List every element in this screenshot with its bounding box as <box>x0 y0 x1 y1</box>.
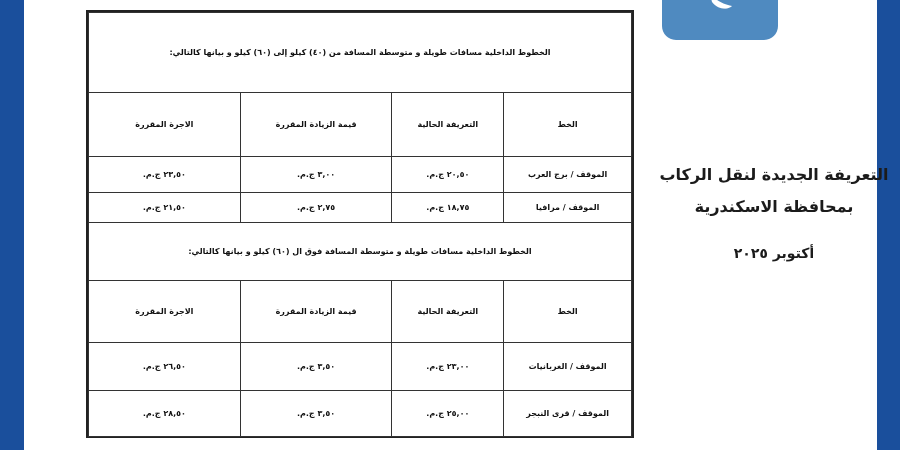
cell-current-fare: ٢٣,٠٠ ج.م. <box>392 343 504 391</box>
table-header-row <box>89 93 632 157</box>
hand-logo-icon <box>706 0 736 14</box>
cell-increase: ٣,٥٠ ج.م. <box>240 391 392 437</box>
cell-increase: ٢,٧٥ ج.م. <box>240 193 392 223</box>
side-caption <box>654 162 894 266</box>
table-row <box>89 343 632 391</box>
header-current-fare: التعريفة الحالية <box>392 93 504 157</box>
header-increase: قيمة الزيادة المقررة <box>240 93 392 157</box>
section1-title-row <box>89 13 632 93</box>
cell-new-fare: ٢١,٥٠ ج.م. <box>89 193 241 223</box>
logo-badge <box>662 0 778 40</box>
caption-title: التعريفة الجديدة لنقل الركاب <box>659 165 889 184</box>
header-line: الخط <box>504 93 632 157</box>
content-panel <box>24 0 889 450</box>
section2-title: الخطوط الداخلية مسافات طويلة و متوسطة المسافة فوق ال (٦٠) كيلو و بيانها كالتالي: <box>89 223 632 281</box>
cell-new-fare: ٢٦,٥٠ ج.م. <box>89 343 241 391</box>
header-new-fare: الاجرة المقررة <box>89 281 241 343</box>
cell-new-fare: ٢٨,٥٠ ج.م. <box>89 391 241 437</box>
section1-title: الخطوط الداخلية مسافات طويلة و متوسطة المسافة من (٤٠) كيلو إلى (٦٠) كيلو و بيانها كالتالي: <box>89 13 632 93</box>
header-new-fare: الاجرة المقررة <box>89 93 241 157</box>
tariff-document <box>86 10 634 438</box>
header-current-fare: التعريفة الحالية <box>392 281 504 343</box>
cell-current-fare: ٢٥,٠٠ ج.م. <box>392 391 504 437</box>
table-row <box>89 193 632 223</box>
cell-line: الموقف / الغربانيات <box>504 343 632 391</box>
cell-line: الموقف / برج العرب <box>504 157 632 193</box>
header-line: الخط <box>504 281 632 343</box>
table-row <box>89 157 632 193</box>
cell-increase: ٣,٥٠ ج.م. <box>240 343 392 391</box>
cell-current-fare: ٢٠,٥٠ ج.م. <box>392 157 504 193</box>
cell-line: الموقف / مرافيا <box>504 193 632 223</box>
section2-title-row <box>89 223 632 281</box>
caption-date: أكتوبر ٢٠٢٥ <box>733 246 815 262</box>
tariff-table <box>88 12 632 437</box>
table-header-row <box>89 281 632 343</box>
caption-governorate: بمحافظة الاسكندرية <box>694 197 854 216</box>
cell-current-fare: ١٨,٧٥ ج.م. <box>392 193 504 223</box>
cell-new-fare: ٢٣,٥٠ ج.م. <box>89 157 241 193</box>
table-row <box>89 391 632 437</box>
cell-increase: ٣,٠٠ ج.م. <box>240 157 392 193</box>
cell-line: الموقف / قرى النبجر <box>504 391 632 437</box>
header-increase: قيمة الزيادة المقررة <box>240 281 392 343</box>
